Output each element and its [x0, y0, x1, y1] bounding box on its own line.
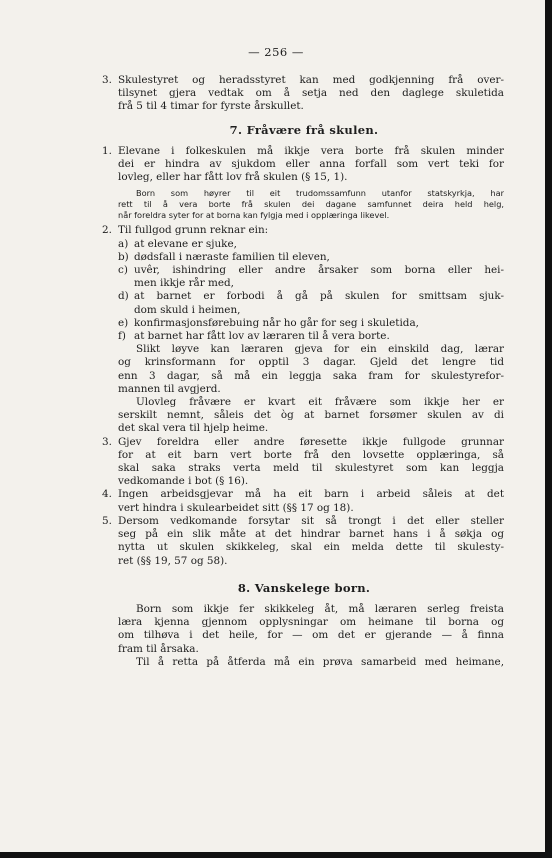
text-line: Til fullgod grunn reknar ein:: [118, 224, 269, 237]
text-line: Born som ikkje fer skikkeleg åt, må læraren serleg freista: [136, 602, 504, 615]
note-line: Born som høyrer til eit trudomssamfunn utanfor statskyrkja, har: [136, 188, 504, 199]
text-line: vert hindra i skulearbeidet sitt (§§ 17 og 18).: [118, 501, 354, 514]
s7-item-5: [104, 515, 504, 568]
item-number: 4.: [102, 488, 112, 501]
note-line: rett til å vera borte frå skulen dei dagane samfunnet deira held helg,: [118, 199, 504, 210]
section-8-title: 8. Vanskelege born.: [237, 580, 371, 595]
text-line: at elevane er sjuke,: [134, 237, 237, 250]
text-line: Ulovleg fråvære er kvart eit fråvære som ikkje her er: [136, 396, 504, 409]
text-line: Ingen arbeidsgjevar må ha eit barn i arbeid såleis at det: [118, 488, 504, 501]
sub-label: d): [118, 290, 129, 303]
text-line: læra kjenna gjennom opplysningar om heimane til borna og: [118, 616, 504, 629]
sub-label: b): [118, 250, 129, 263]
text-line: seg på ein slik måte at det hindrar barnet hans i å søkja og: [118, 528, 504, 541]
sub-item-d: [104, 290, 504, 316]
text-line: Slikt løyve kan læraren gjeva for ein einskild dag, lærar: [136, 343, 504, 356]
text-line: at barnet er forbodi å gå på skulen for smittsam sjuk-: [134, 290, 504, 303]
text-line: at barnet har fått lov av læraren til å vera borte.: [134, 330, 390, 343]
text-line: og krinsformann for opptil 3 dagar. Gjeld det lengre tid: [118, 356, 504, 369]
sub-item-f: [104, 330, 504, 343]
text-line: lovleg, eller har fått lov frå skulen (§ 15, 1).: [118, 171, 348, 184]
sub-item-a: [104, 238, 504, 251]
s8-para-1: [104, 603, 504, 656]
page-number: — 256 —: [248, 45, 304, 59]
note-line: når foreldra syter for at borna kan fylgja med i opplæringa likevel.: [118, 210, 390, 221]
s7-item-3: [104, 436, 504, 489]
text-line: Skulestyret og heradsstyret kan med godkjenning frå over-: [118, 74, 504, 86]
text-line: fram til årsaka.: [118, 642, 199, 655]
text-line: Elevane i folkeskulen må ikkje vera borte frå skulen minder: [118, 144, 504, 157]
text-line: serskilt nemnt, såleis det òg at barnet forsømer skulen av di: [118, 409, 504, 422]
s7-item-2: [104, 224, 504, 237]
text-line: konfirmasjonsførebuing når ho går for seg i skuletida,: [134, 316, 419, 329]
text-line: frå 5 til 4 timar for fyrste årskullet.: [118, 100, 304, 113]
text-line: uvêr, ishindring eller andre årsaker som borna eller hei-: [134, 264, 504, 277]
paragraph-3-prev: [104, 74, 504, 114]
s7-item-2-para-2: [104, 396, 504, 436]
text-line: tilsynet gjera vedtak om å setja ned den daglege skuletida: [118, 87, 504, 100]
sub-item-e: [104, 317, 504, 330]
text-line: vedkomande i bot (§ 16).: [118, 475, 249, 488]
sub-item-b: [104, 251, 504, 264]
s7-item-2-para-1: [104, 343, 504, 396]
item-number: 5.: [102, 514, 112, 527]
sub-item-c: [104, 264, 504, 290]
text-line: dom skuld i heimen,: [134, 303, 241, 316]
sub-label: c): [118, 264, 128, 277]
page-content: [104, 74, 504, 669]
text-line: enn 3 dagar, så må ein leggja saka fram for skulestyrefor-: [118, 369, 504, 382]
sub-label: a): [118, 237, 129, 250]
text-line: men ikkje rår med,: [134, 277, 234, 290]
text-line: Gjev foreldra eller andre føresette ikkje fullgode grunnar: [118, 435, 504, 448]
text-line: dødsfall i næraste familien til eleven,: [134, 250, 330, 263]
text-line: ret (§§ 19, 57 og 58).: [118, 554, 228, 567]
text-line: Dersom vedkomande forsytar sit så trongt i det eller steller: [118, 514, 504, 527]
sub-label: f): [118, 330, 126, 343]
item-number: 1.: [102, 144, 112, 157]
text-line: nytta ut skulen skikkeleg, skal ein melda dette til skulesty-: [118, 541, 504, 554]
scan-edge-right: [545, 0, 552, 858]
text-line: om tilhøva i det heile, for — om det er gjerande — å finna: [118, 629, 504, 642]
text-line: mannen til avgjerd.: [118, 382, 221, 395]
item-number: 3.: [102, 74, 112, 86]
section-7-title: 7. Fråvære frå skulen.: [229, 122, 379, 137]
text-line: skal saka straks verta meld til skulestyret som kan leggja: [118, 462, 504, 475]
s7-item-1: [104, 145, 504, 185]
text-line: dei er hindra av sjukdom eller anna forfall som vert teki for: [118, 158, 504, 171]
text-line: Til å retta på åtferda må ein prøva samarbeid med heimane,: [136, 655, 504, 668]
scan-edge-bottom: [0, 852, 552, 858]
text-line: for at eit barn vert borte frå den lovsette opplæringa, så: [118, 448, 504, 461]
item-number: 2.: [102, 224, 112, 237]
s8-para-2: [104, 656, 504, 669]
text-line: det skal vera til hjelp heime.: [118, 422, 269, 435]
s7-note: [104, 188, 504, 221]
s7-item-4: [104, 488, 504, 514]
sub-label: e): [118, 316, 129, 329]
item-number: 3.: [102, 435, 112, 448]
